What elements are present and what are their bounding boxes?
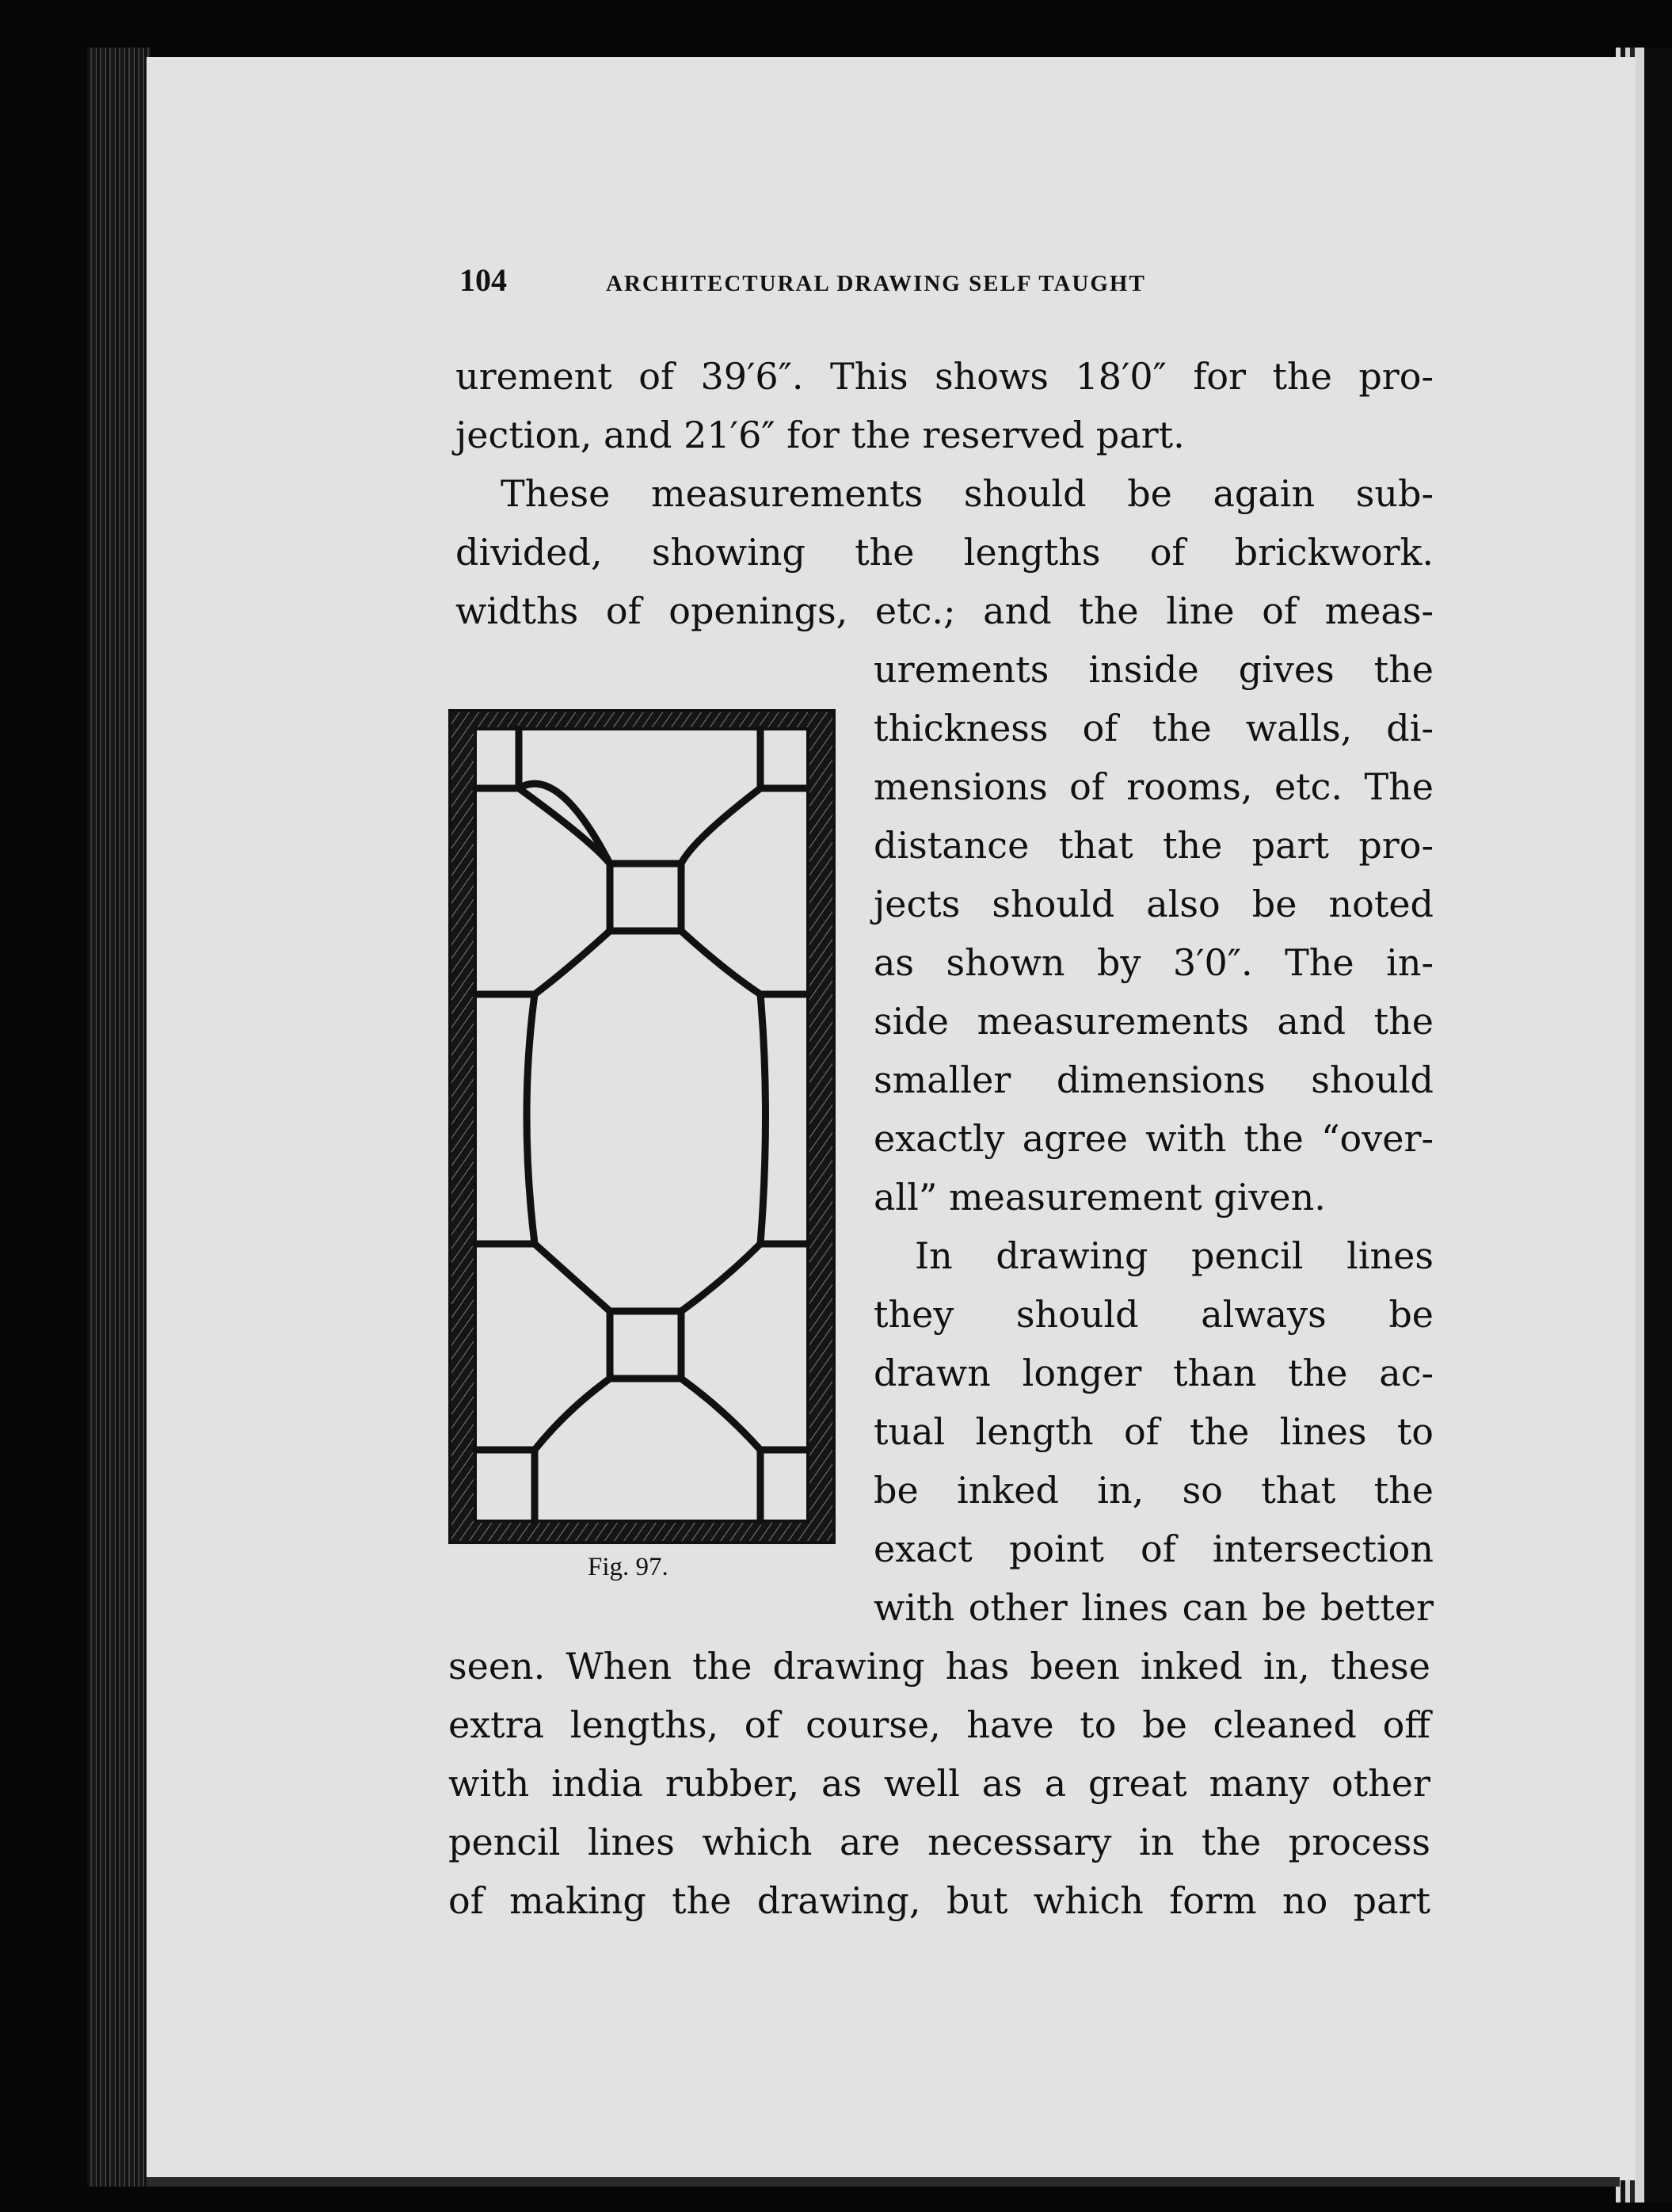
text-line: widths of openings, etc.; and the line of meas- xyxy=(455,589,1434,632)
text-line: extra lengths, of course, have to be cleaned off xyxy=(448,1703,1430,1746)
text-line: tual length of the lines to xyxy=(874,1410,1434,1453)
text-line: jection, and 21′6″ for the reserved part. xyxy=(455,414,1185,456)
text-line: exact point of intersection xyxy=(874,1527,1434,1570)
running-head: ARCHITECTURAL DRAWING SELF TAUGHT xyxy=(606,271,1146,296)
leaded-glass-window-illustration xyxy=(448,701,844,1549)
text-line: divided, showing the lengths of brickwork. xyxy=(455,531,1434,574)
text-line: drawn longer than the ac- xyxy=(874,1352,1434,1394)
text-line: smaller dimensions should xyxy=(874,1058,1434,1101)
text-line: In drawing pencil lines xyxy=(915,1234,1434,1277)
text-line: all” measurement given. xyxy=(874,1176,1326,1219)
text-line: distance that the part pro- xyxy=(874,824,1434,867)
text-line: seen. When the drawing has been inked in, these xyxy=(448,1645,1430,1688)
text-line: jects should also be noted xyxy=(874,883,1434,925)
text-line: pencil lines which are necessary in the process xyxy=(448,1821,1430,1863)
figure-caption: Fig. 97. xyxy=(588,1553,668,1581)
text-line: mensions of rooms, etc. The xyxy=(874,765,1434,808)
text-line: urement of 39′6″. This shows 18′0″ for the pro- xyxy=(455,355,1434,398)
text-line: exactly agree with the “over- xyxy=(874,1117,1434,1160)
text-line: thickness of the walls, di- xyxy=(874,707,1434,749)
text-line: urements inside gives the xyxy=(874,648,1434,691)
text-line: they should always be xyxy=(874,1293,1434,1336)
text-line: as shown by 3′0″. The in- xyxy=(874,941,1434,984)
page-edge-bottom xyxy=(147,2177,1620,2187)
text-line: These measurements should be again sub- xyxy=(501,472,1434,515)
text-line: with other lines can be better xyxy=(874,1586,1434,1629)
text-line: side measurements and the xyxy=(874,1000,1434,1043)
page-number: 104 xyxy=(459,262,507,298)
text-line: with india rubber, as well as a great many other xyxy=(448,1762,1430,1805)
text-line: be inked in, so that the xyxy=(874,1469,1434,1512)
text-line: of making the drawing, but which form no part xyxy=(448,1879,1430,1922)
book-spine xyxy=(87,48,150,2187)
